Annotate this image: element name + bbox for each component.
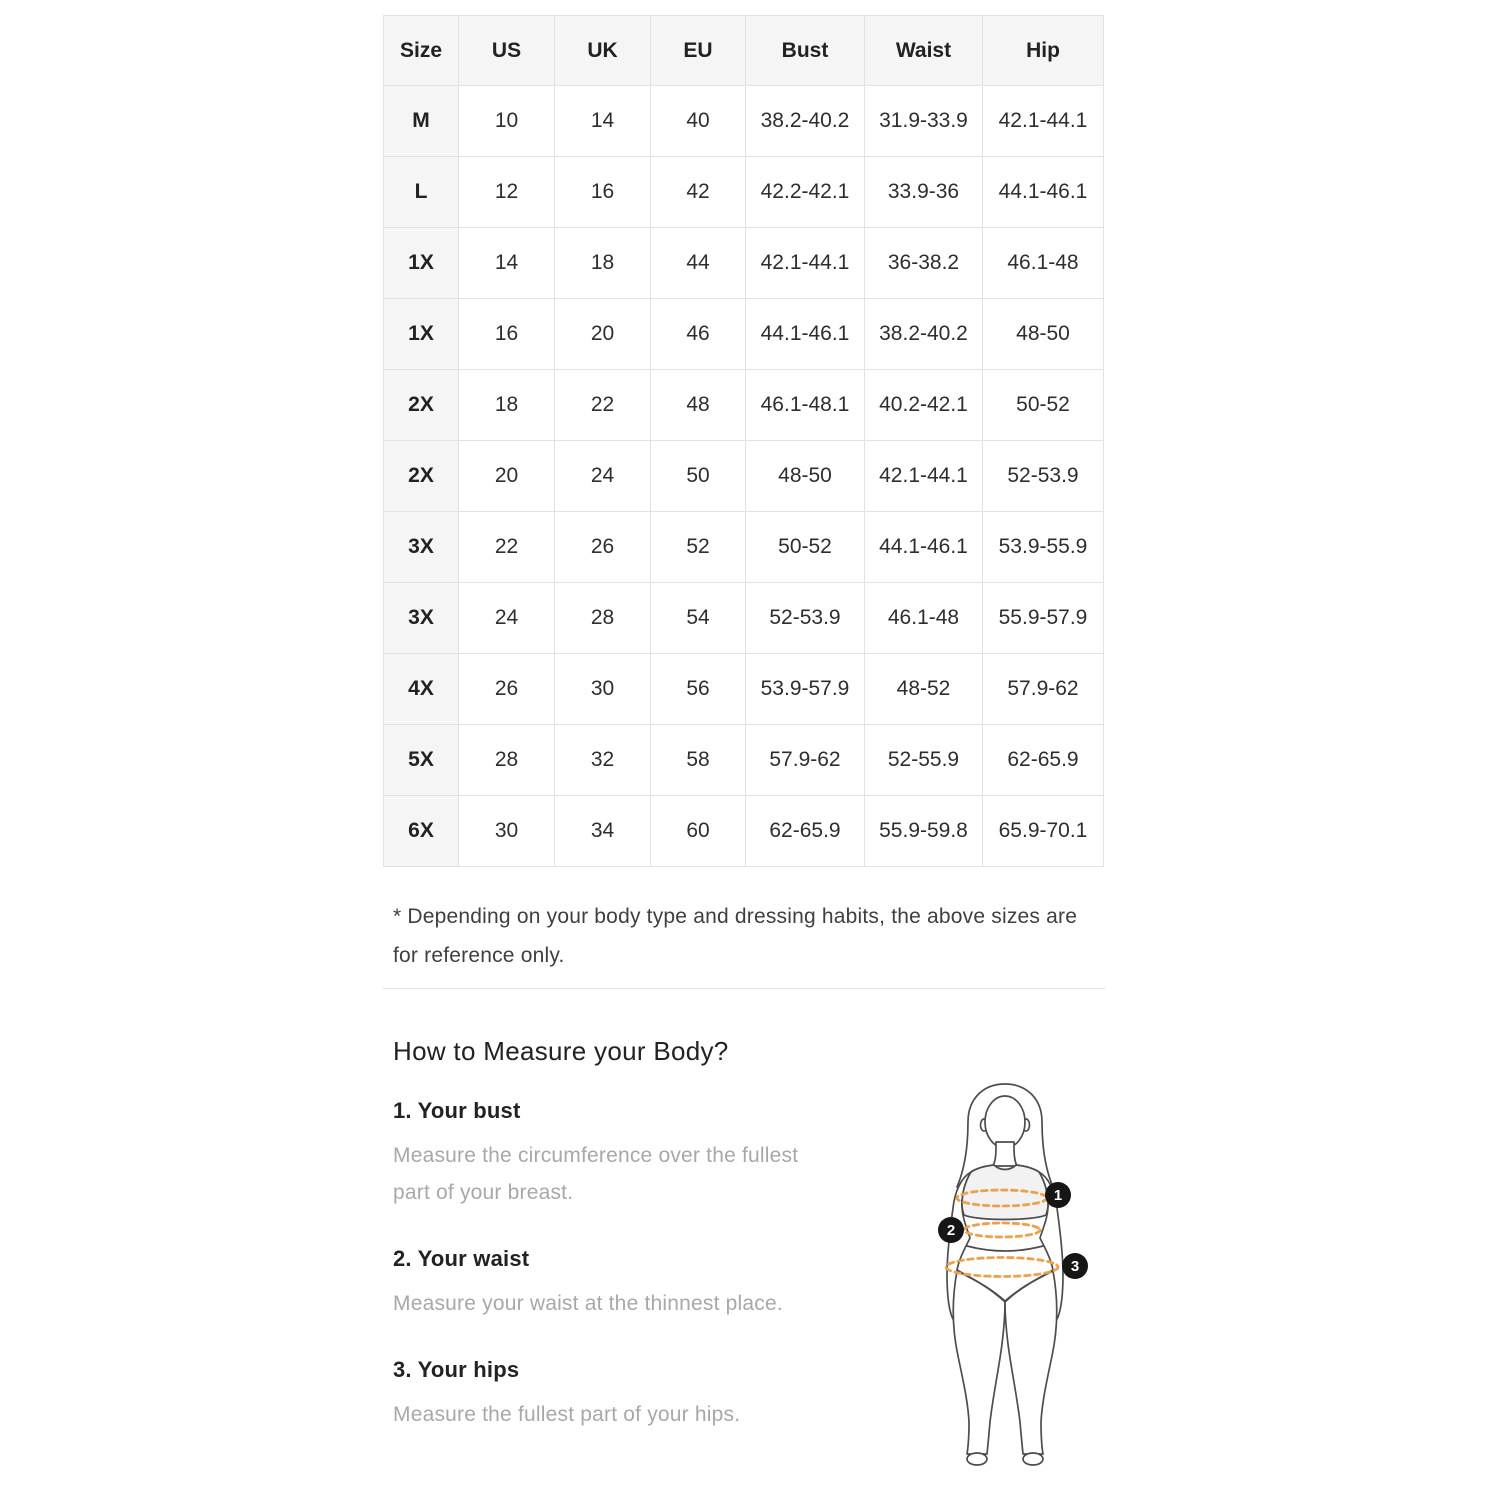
table-cell: 42 — [651, 157, 746, 228]
table-cell: 12 — [459, 157, 555, 228]
table-cell: 16 — [459, 299, 555, 370]
table-cell: 52-53.9 — [746, 583, 865, 654]
measure-step — [393, 1246, 853, 1322]
column-header-size: Size — [384, 16, 459, 86]
table-cell: 57.9-62 — [746, 725, 865, 796]
table-cell: 44.1-46.1 — [865, 512, 983, 583]
row-size-label: L — [384, 157, 459, 228]
size-table — [383, 15, 1104, 867]
table-cell: 31.9-33.9 — [865, 86, 983, 157]
table-cell: 36-38.2 — [865, 228, 983, 299]
row-size-label: 2X — [384, 441, 459, 512]
table-cell: 10 — [459, 86, 555, 157]
table-cell: 26 — [459, 654, 555, 725]
table-cell: 62-65.9 — [746, 796, 865, 867]
step-description: Measure the fullest part of your hips. — [393, 1403, 741, 1426]
column-header-hip: Hip — [983, 16, 1104, 86]
leg-left — [953, 1271, 1005, 1454]
foot-right — [1023, 1453, 1043, 1465]
badge-2-number: 2 — [946, 1222, 956, 1239]
table-row — [384, 228, 1104, 299]
row-size-label: M — [384, 86, 459, 157]
table-row — [384, 725, 1104, 796]
table-cell: 65.9-70.1 — [983, 796, 1104, 867]
table-cell: 32 — [555, 725, 651, 796]
table-cell: 33.9-36 — [865, 157, 983, 228]
row-size-label: 2X — [384, 370, 459, 441]
size-chart-footnote: * Depending on your body type and dressing habits, the above sizes are for reference only. — [393, 905, 1078, 967]
table-cell: 40 — [651, 86, 746, 157]
table-cell: 50-52 — [746, 512, 865, 583]
column-header-waist: Waist — [865, 16, 983, 86]
table-cell: 42.2-42.1 — [746, 157, 865, 228]
table-cell: 48-50 — [746, 441, 865, 512]
table-cell: 38.2-40.2 — [746, 86, 865, 157]
row-size-label: 4X — [384, 654, 459, 725]
table-cell: 53.9-57.9 — [746, 654, 865, 725]
table-cell: 26 — [555, 512, 651, 583]
table-cell: 60 — [651, 796, 746, 867]
table-cell: 46 — [651, 299, 746, 370]
table-cell: 52-53.9 — [983, 441, 1104, 512]
table-cell: 55.9-57.9 — [983, 583, 1104, 654]
table-cell: 16 — [555, 157, 651, 228]
table-row — [384, 583, 1104, 654]
table-cell: 28 — [555, 583, 651, 654]
size-table-header-row — [384, 16, 1104, 86]
table-cell: 42.1-44.1 — [983, 86, 1104, 157]
table-cell: 48-50 — [983, 299, 1104, 370]
table-cell: 52-55.9 — [865, 725, 983, 796]
table-cell: 55.9-59.8 — [865, 796, 983, 867]
table-cell: 48 — [651, 370, 746, 441]
table-cell: 62-65.9 — [983, 725, 1104, 796]
row-size-label: 1X — [384, 228, 459, 299]
column-header-eu: EU — [651, 16, 746, 86]
table-cell: 46.1-48 — [865, 583, 983, 654]
table-row — [384, 441, 1104, 512]
table-cell: 48-52 — [865, 654, 983, 725]
step-title: 1. Your bust — [393, 1098, 521, 1123]
table-cell: 44 — [651, 228, 746, 299]
measure-step — [393, 1098, 853, 1211]
table-cell: 42.1-44.1 — [746, 228, 865, 299]
table-cell: 46.1-48 — [983, 228, 1104, 299]
table-cell: 40.2-42.1 — [865, 370, 983, 441]
table-cell: 20 — [555, 299, 651, 370]
body-figure-illustration — [905, 1078, 1115, 1473]
table-cell: 44.1-46.1 — [746, 299, 865, 370]
table-cell: 58 — [651, 725, 746, 796]
row-size-label: 3X — [384, 512, 459, 583]
table-cell: 50-52 — [983, 370, 1104, 441]
table-cell: 20 — [459, 441, 555, 512]
leg-right — [1005, 1271, 1057, 1454]
table-row — [384, 370, 1104, 441]
table-cell: 46.1-48.1 — [746, 370, 865, 441]
table-cell: 22 — [459, 512, 555, 583]
table-row — [384, 654, 1104, 725]
table-row — [384, 86, 1104, 157]
measure-section-heading: How to Measure your Body? — [393, 1036, 729, 1066]
section-divider — [383, 988, 1105, 989]
table-cell: 50 — [651, 441, 746, 512]
step-title: 3. Your hips — [393, 1357, 520, 1382]
table-cell: 44.1-46.1 — [983, 157, 1104, 228]
step-title: 2. Your waist — [393, 1246, 530, 1271]
table-cell: 22 — [555, 370, 651, 441]
row-size-label: 6X — [384, 796, 459, 867]
table-cell: 54 — [651, 583, 746, 654]
table-cell: 53.9-55.9 — [983, 512, 1104, 583]
table-row — [384, 512, 1104, 583]
table-cell: 24 — [555, 441, 651, 512]
column-header-us: US — [459, 16, 555, 86]
table-row — [384, 299, 1104, 370]
table-row — [384, 796, 1104, 867]
row-size-label: 5X — [384, 725, 459, 796]
row-size-label: 1X — [384, 299, 459, 370]
table-cell: 56 — [651, 654, 746, 725]
table-cell: 14 — [555, 86, 651, 157]
face-outline — [985, 1096, 1025, 1148]
step-description: Measure your waist at the thinnest place. — [393, 1292, 783, 1315]
table-cell: 14 — [459, 228, 555, 299]
table-cell: 28 — [459, 725, 555, 796]
table-cell: 42.1-44.1 — [865, 441, 983, 512]
row-size-label: 3X — [384, 583, 459, 654]
table-cell: 30 — [555, 654, 651, 725]
column-header-uk: UK — [555, 16, 651, 86]
table-cell: 18 — [459, 370, 555, 441]
size-table-body — [384, 86, 1104, 867]
step-description: Measure the circumference over the fullest part of your breast. — [393, 1144, 799, 1204]
table-cell: 30 — [459, 796, 555, 867]
badge-3-number: 3 — [1070, 1258, 1080, 1275]
table-cell: 38.2-40.2 — [865, 299, 983, 370]
body-figure-svg — [905, 1078, 1115, 1473]
column-header-bust: Bust — [746, 16, 865, 86]
table-cell: 18 — [555, 228, 651, 299]
badge-1-number: 1 — [1053, 1187, 1063, 1204]
table-row — [384, 157, 1104, 228]
measure-steps — [393, 1098, 853, 1468]
table-cell: 52 — [651, 512, 746, 583]
measure-step — [393, 1357, 853, 1433]
table-cell: 24 — [459, 583, 555, 654]
foot-left — [967, 1453, 987, 1465]
neck-outline — [993, 1142, 1017, 1166]
table-cell: 34 — [555, 796, 651, 867]
table-cell: 57.9-62 — [983, 654, 1104, 725]
